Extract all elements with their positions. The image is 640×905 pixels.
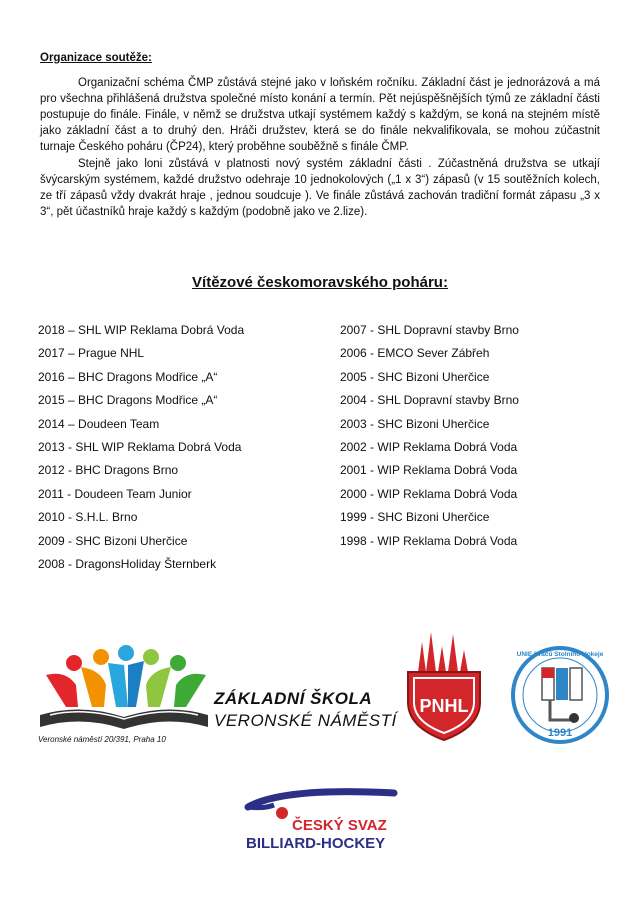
school-emblem-icon — [36, 645, 211, 735]
winner-item: 2001 - WIP Reklama Dobrá Voda — [340, 463, 518, 478]
pnhl-text: PNHL — [419, 696, 469, 716]
school-address: Veronské náměstí 20/391, Praha 10 — [38, 735, 166, 744]
csbh-line1: ČESKÝ SVAZ — [292, 817, 387, 834]
organization-paragraph-1 — [40, 75, 600, 155]
winner-item: 2007 - SHL Dopravní stavby Brno — [340, 323, 519, 337]
school-name-line2: VERONSKÉ NÁMĚSTÍ — [214, 711, 397, 730]
pnhl-shield-icon — [404, 632, 484, 742]
hockey-stick-icon — [244, 787, 404, 819]
winner-item: 2018 – SHL WIP Reklama Dobrá Voda — [38, 323, 245, 337]
winner-item: 2000 - WIP Reklama Dobrá Voda — [340, 486, 518, 501]
organization-heading: Organizace soutěže: — [40, 52, 152, 64]
winners-list-left — [38, 322, 244, 579]
paragraph-2-text: Stejně jako loni zůstává v platnosti nový systém základní části . Zúčastněná družstva se utkají švýcarským systémem, každé družstvo odehraje 10 jednokolových („1 x 3“) zápasů (v 15 soutěžních kolech, ze tří zápasů vždy dvakrát hraje , jednou soudcuje ). Ve finále zůstává zachován tradiční formát zápasu „3 x 3“, pět účastníků hraje každý s každým (podobně jako ve 2.lize). — [40, 158, 600, 218]
unie-year: 1991 — [547, 727, 573, 739]
school-logo — [36, 645, 397, 745]
winner-item: 2003 - SHC Bizoni Uherčice — [340, 416, 490, 431]
winners-title: Vítězové českomoravského poháru: — [192, 274, 448, 291]
winner-item: 2009 - SHC Bizoni Uherčice — [38, 533, 188, 548]
winner-item: 2012 - BHC Dragons Brno — [38, 463, 179, 478]
winner-item: 2016 – BHC Dragons Modřice „A“ — [38, 369, 218, 384]
school-name-line1: ZÁKLADNÍ ŠKOLA — [214, 689, 373, 708]
winner-item: 2017 – Prague NHL — [38, 346, 145, 361]
paragraph-1-text: Organizační schéma ČMP zůstává stejné jako v loňském ročníku. Základní část je jednorázová a má pro všechna přihlášená družstva společné místo konání a termín. Pět nejúspěšnějších týmů ze základní části postupuje do finále. Finále, v němž se družstva utkají systémem každý s každým, se koná na stejném místě jako základní část a to druhý den. Hráči družstev, která se do finále nekvalifikovala, se mohou zúčastnit turnaje Českého poháru (ČP24), který proběhne souběžně s finále ČMP. — [40, 77, 600, 153]
winner-item: 2006 - EMCO Sever Zábřeh — [340, 346, 490, 361]
winner-item: 2010 - S.H.L. Brno — [38, 510, 138, 525]
winner-item: 2002 - WIP Reklama Dobrá Voda — [340, 439, 518, 454]
winner-item: 2013 - SHL WIP Reklama Dobrá Voda — [38, 439, 242, 454]
winner-item: 2005 - SHC Bizoni Uherčice — [340, 369, 490, 384]
winner-item: 1998 - WIP Reklama Dobrá Voda — [340, 533, 518, 548]
unie-emblem-icon — [510, 640, 610, 750]
csbh-logo — [244, 787, 404, 857]
unie-text: UNIE Hráčů Stolního Hokeje — [516, 651, 604, 658]
pnhl-logo — [404, 632, 484, 742]
winner-item: 1999 - SHC Bizoni Uherčice — [340, 510, 490, 525]
unie-logo — [510, 640, 610, 750]
winner-item: 2015 – BHC Dragons Modřice „A“ — [38, 393, 218, 408]
organization-paragraph-2 — [40, 156, 600, 220]
winner-item: 2014 – Doudeen Team — [38, 416, 160, 431]
csbh-line2: BILLIARD-HOCKEY — [246, 835, 386, 852]
winner-item: 2004 - SHL Dopravní stavby Brno — [340, 393, 519, 408]
winners-list-right — [340, 322, 519, 556]
winner-item: 2011 - Doudeen Team Junior — [38, 486, 192, 501]
winner-item: 2008 - DragonsHoliday Šternberk — [38, 556, 217, 571]
